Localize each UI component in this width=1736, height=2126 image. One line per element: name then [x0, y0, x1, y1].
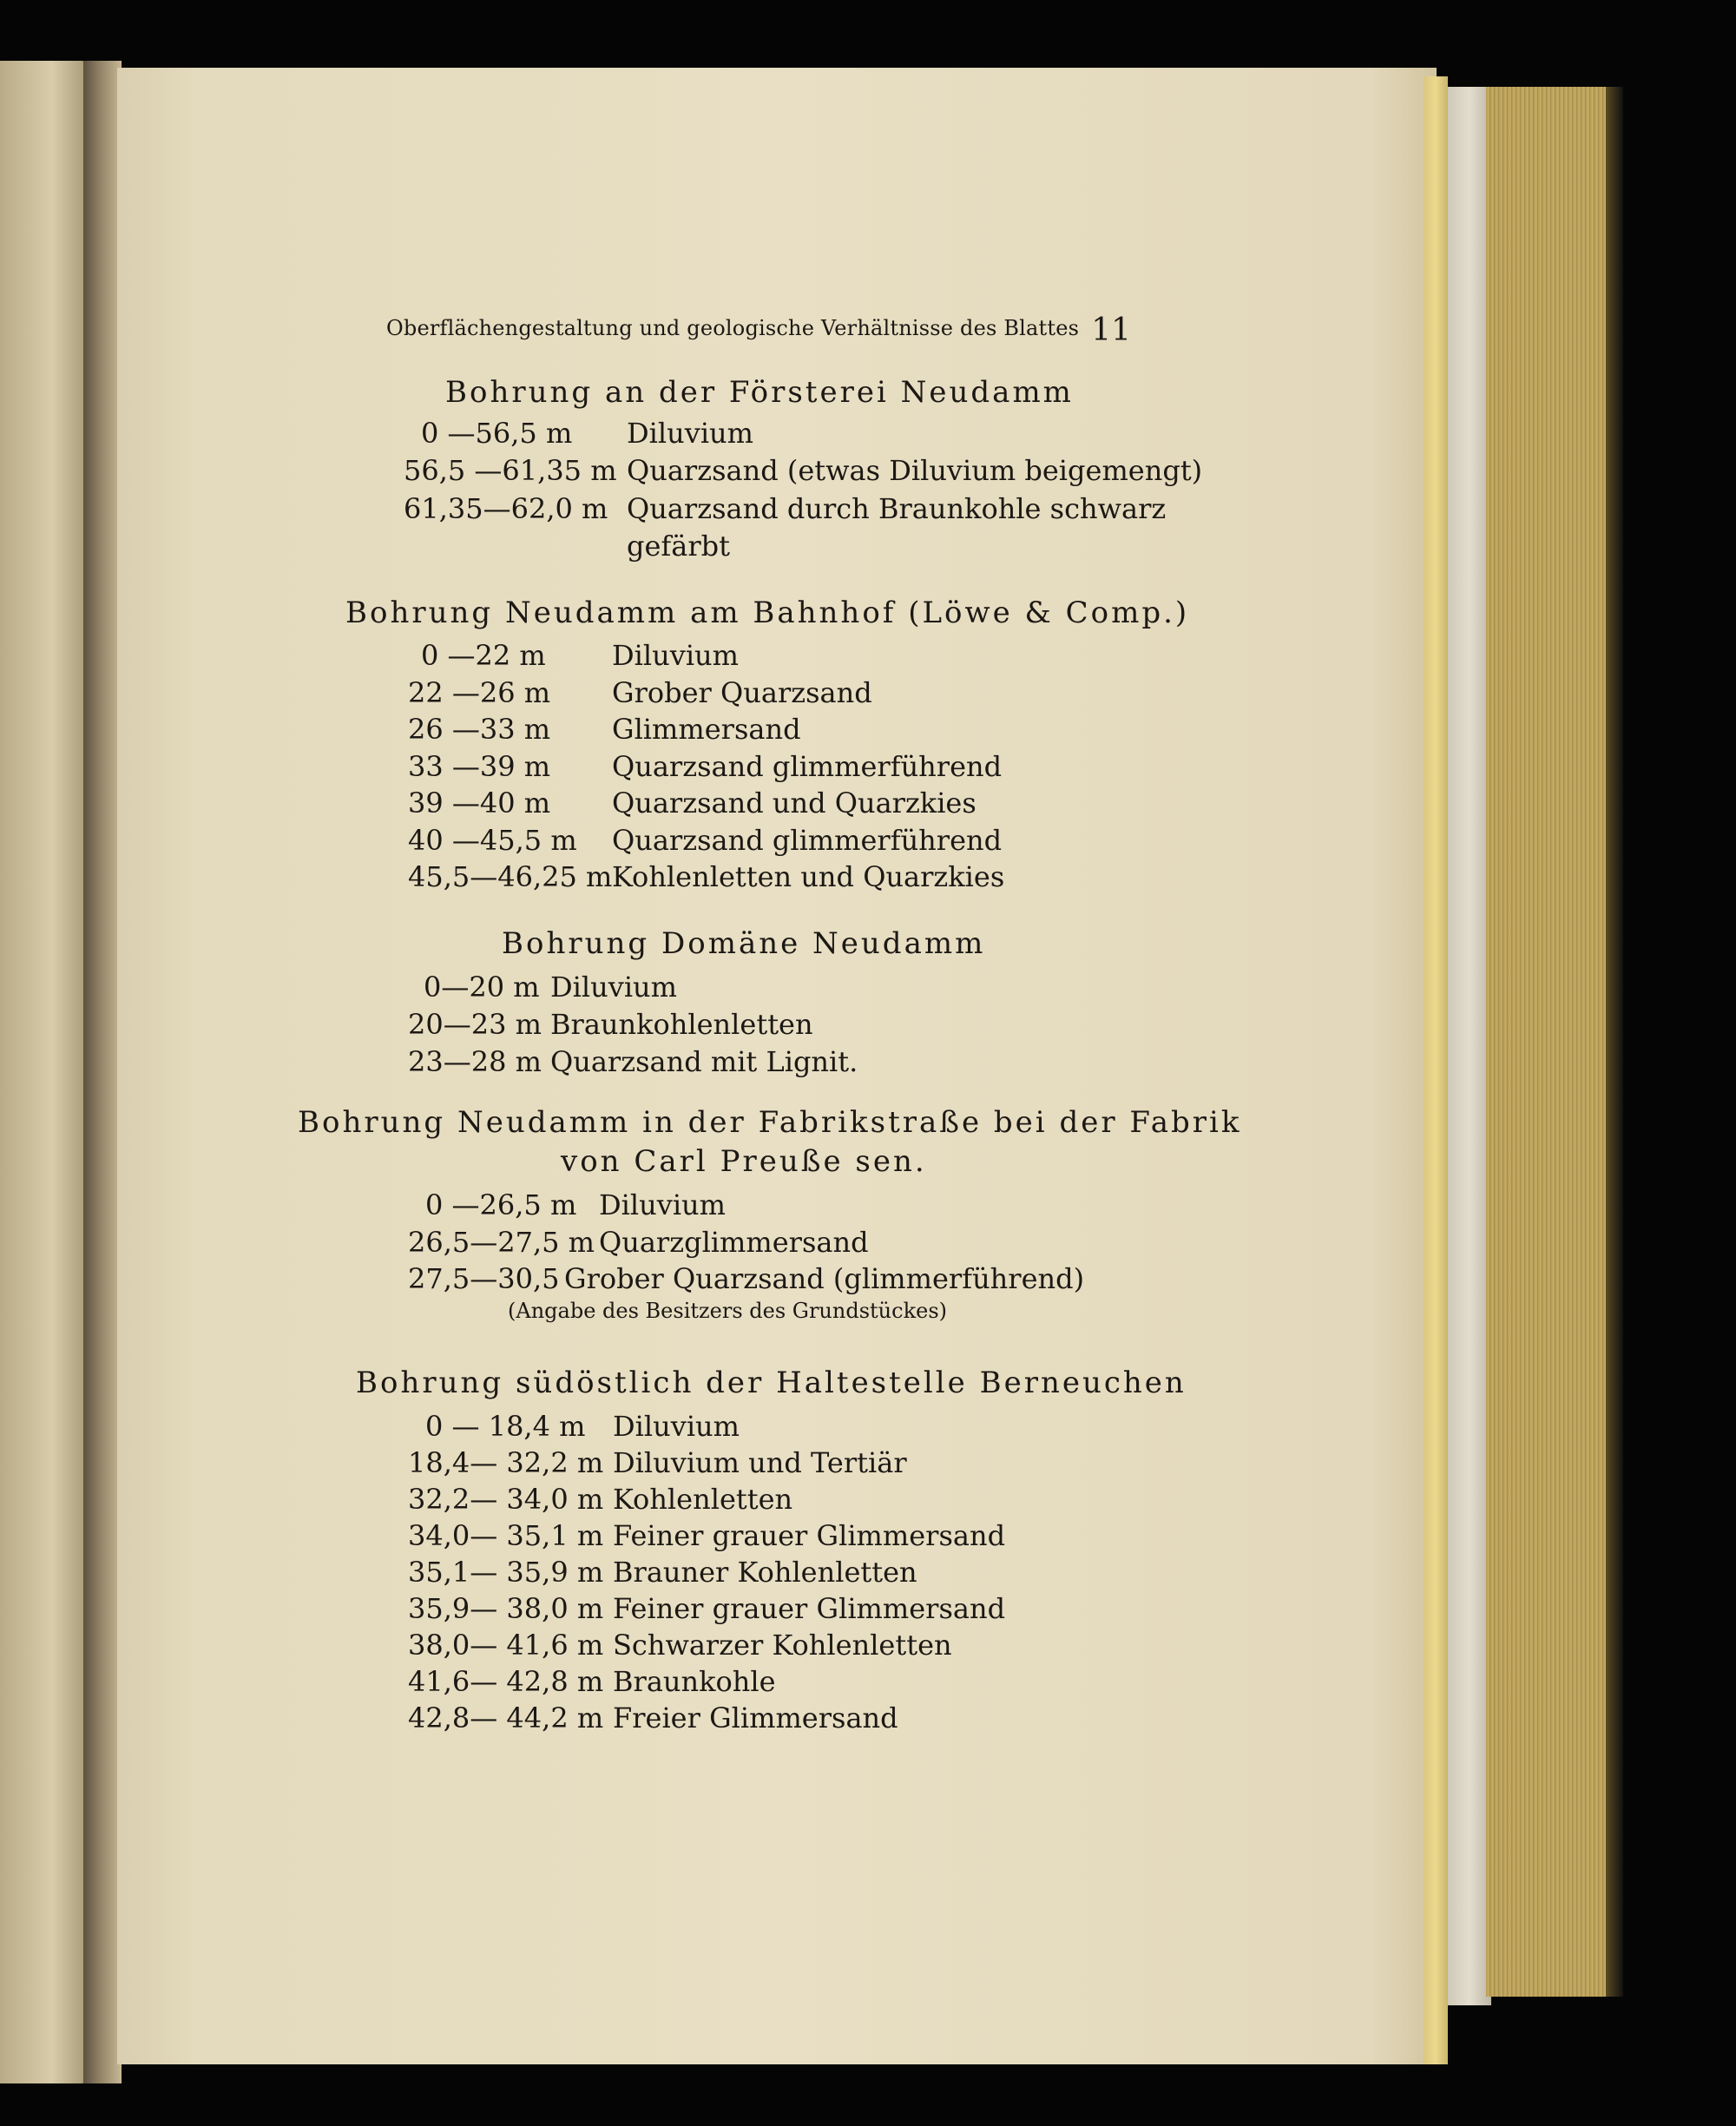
description-cell: Kohlenletten — [613, 1483, 793, 1516]
depth-cell: 35,1— 35,9 m — [408, 1556, 604, 1589]
running-title: Oberflächengestaltung und geologische Verhältnisse des Blattes — [386, 316, 1080, 340]
depth-cell: 0 —56,5 m — [421, 417, 573, 450]
depth-cell: 18,4— 32,2 m — [408, 1446, 604, 1479]
depth-cell: 45,5—46,25 m — [408, 860, 613, 893]
description-cell: Quarzsand glimmerführend — [612, 824, 1003, 857]
depth-cell: 33 —39 m — [408, 750, 551, 783]
depth-cell: 0—20 m — [424, 971, 540, 1004]
description-cell: Quarzsand mit Lignit. — [550, 1045, 858, 1078]
description-cell: Brauner Kohlenletten — [613, 1556, 917, 1589]
depth-cell: 0 —26,5 m — [425, 1188, 577, 1221]
description-cell: gefärbt — [627, 530, 730, 563]
section-title-line2: von Carl Preuße sen. — [561, 1144, 927, 1179]
depth-cell: 56,5 —61,35 m — [404, 454, 617, 487]
page-edge-yellow — [1424, 76, 1448, 2064]
depth-cell: 40 —45,5 m — [408, 824, 577, 857]
depth-cell: 23—28 m — [408, 1045, 542, 1078]
page-block-shadow — [1606, 87, 1623, 1997]
depth-cell: 26,5—27,5 m — [408, 1226, 595, 1259]
description-cell: Quarzsand glimmerführend — [612, 750, 1003, 783]
depth-cell: 22 —26 m — [408, 676, 551, 709]
description-cell: Braunkohle — [613, 1665, 776, 1698]
depth-cell: 42,8— 44,2 m — [408, 1701, 604, 1734]
depth-cell: 20—23 m — [408, 1008, 542, 1041]
left-page-edge — [0, 61, 87, 2083]
depth-cell: 41,6— 42,8 m — [408, 1665, 604, 1698]
depth-cell: 32,2— 34,0 m — [408, 1483, 604, 1516]
description-cell: Braunkohlenletten — [550, 1008, 813, 1041]
section-title: Bohrung an der Försterei Neudamm — [445, 375, 1074, 410]
depth-cell: 34,0— 35,1 m — [408, 1519, 604, 1552]
description-cell: Grober Quarzsand (glimmerführend) — [564, 1262, 1085, 1295]
section-title: Bohrung Neudamm am Bahnhof (Löwe & Comp.) — [345, 596, 1190, 630]
description-cell: Diluvium — [627, 417, 753, 450]
description-cell: Freier Glimmersand — [613, 1701, 898, 1734]
description-cell: Quarzsand (etwas Diluvium beigemengt) — [627, 454, 1203, 487]
depth-cell: 61,35—62,0 m — [404, 492, 608, 525]
depth-cell: 35,9— 38,0 m — [408, 1592, 604, 1625]
depth-cell: 27,5—30,5 — [408, 1262, 560, 1295]
description-cell: Quarzglimmersand — [599, 1226, 869, 1259]
description-cell: Diluvium — [613, 1410, 740, 1443]
section-title: Bohrung Neudamm in der Fabrikstraße bei der Fabrik — [298, 1105, 1242, 1140]
book-gutter — [83, 61, 122, 2083]
description-cell: Diluvium — [599, 1188, 726, 1221]
depth-cell: 0 — 18,4 m — [425, 1410, 586, 1443]
depth-cell: 38,0— 41,6 m — [408, 1629, 604, 1662]
depth-cell: 39 —40 m — [408, 787, 551, 819]
section-title: Bohrung Domäne Neudamm — [502, 926, 986, 961]
description-cell: Diluvium — [612, 639, 739, 672]
description-cell: Schwarzer Kohlenletten — [613, 1629, 952, 1662]
running-header — [386, 313, 1141, 347]
description-cell: Kohlenletten und Quarzkies — [612, 860, 1005, 893]
section-title: Bohrung südöstlich der Haltestelle Berneuchen — [356, 1366, 1187, 1400]
description-cell: Quarzsand und Quarzkies — [612, 787, 976, 819]
description-cell: Feiner grauer Glimmersand — [613, 1592, 1006, 1625]
description-cell: Feiner grauer Glimmersand — [613, 1519, 1006, 1552]
description-cell: Diluvium — [550, 971, 677, 1004]
depth-cell: 0 —22 m — [421, 639, 546, 672]
description-cell: Grober Quarzsand — [612, 676, 872, 709]
page-edge-white — [1448, 87, 1491, 2005]
page-block-edges — [1486, 87, 1616, 1997]
description-cell: Glimmersand — [612, 713, 801, 746]
page-number: 11 — [1091, 313, 1131, 348]
description-cell: Quarzsand durch Braunkohle schwarz — [627, 492, 1167, 525]
footnote: (Angabe des Besitzers des Grundstückes) — [508, 1299, 947, 1323]
description-cell: Diluvium und Tertiär — [613, 1446, 907, 1479]
depth-cell: 26 —33 m — [408, 713, 551, 746]
